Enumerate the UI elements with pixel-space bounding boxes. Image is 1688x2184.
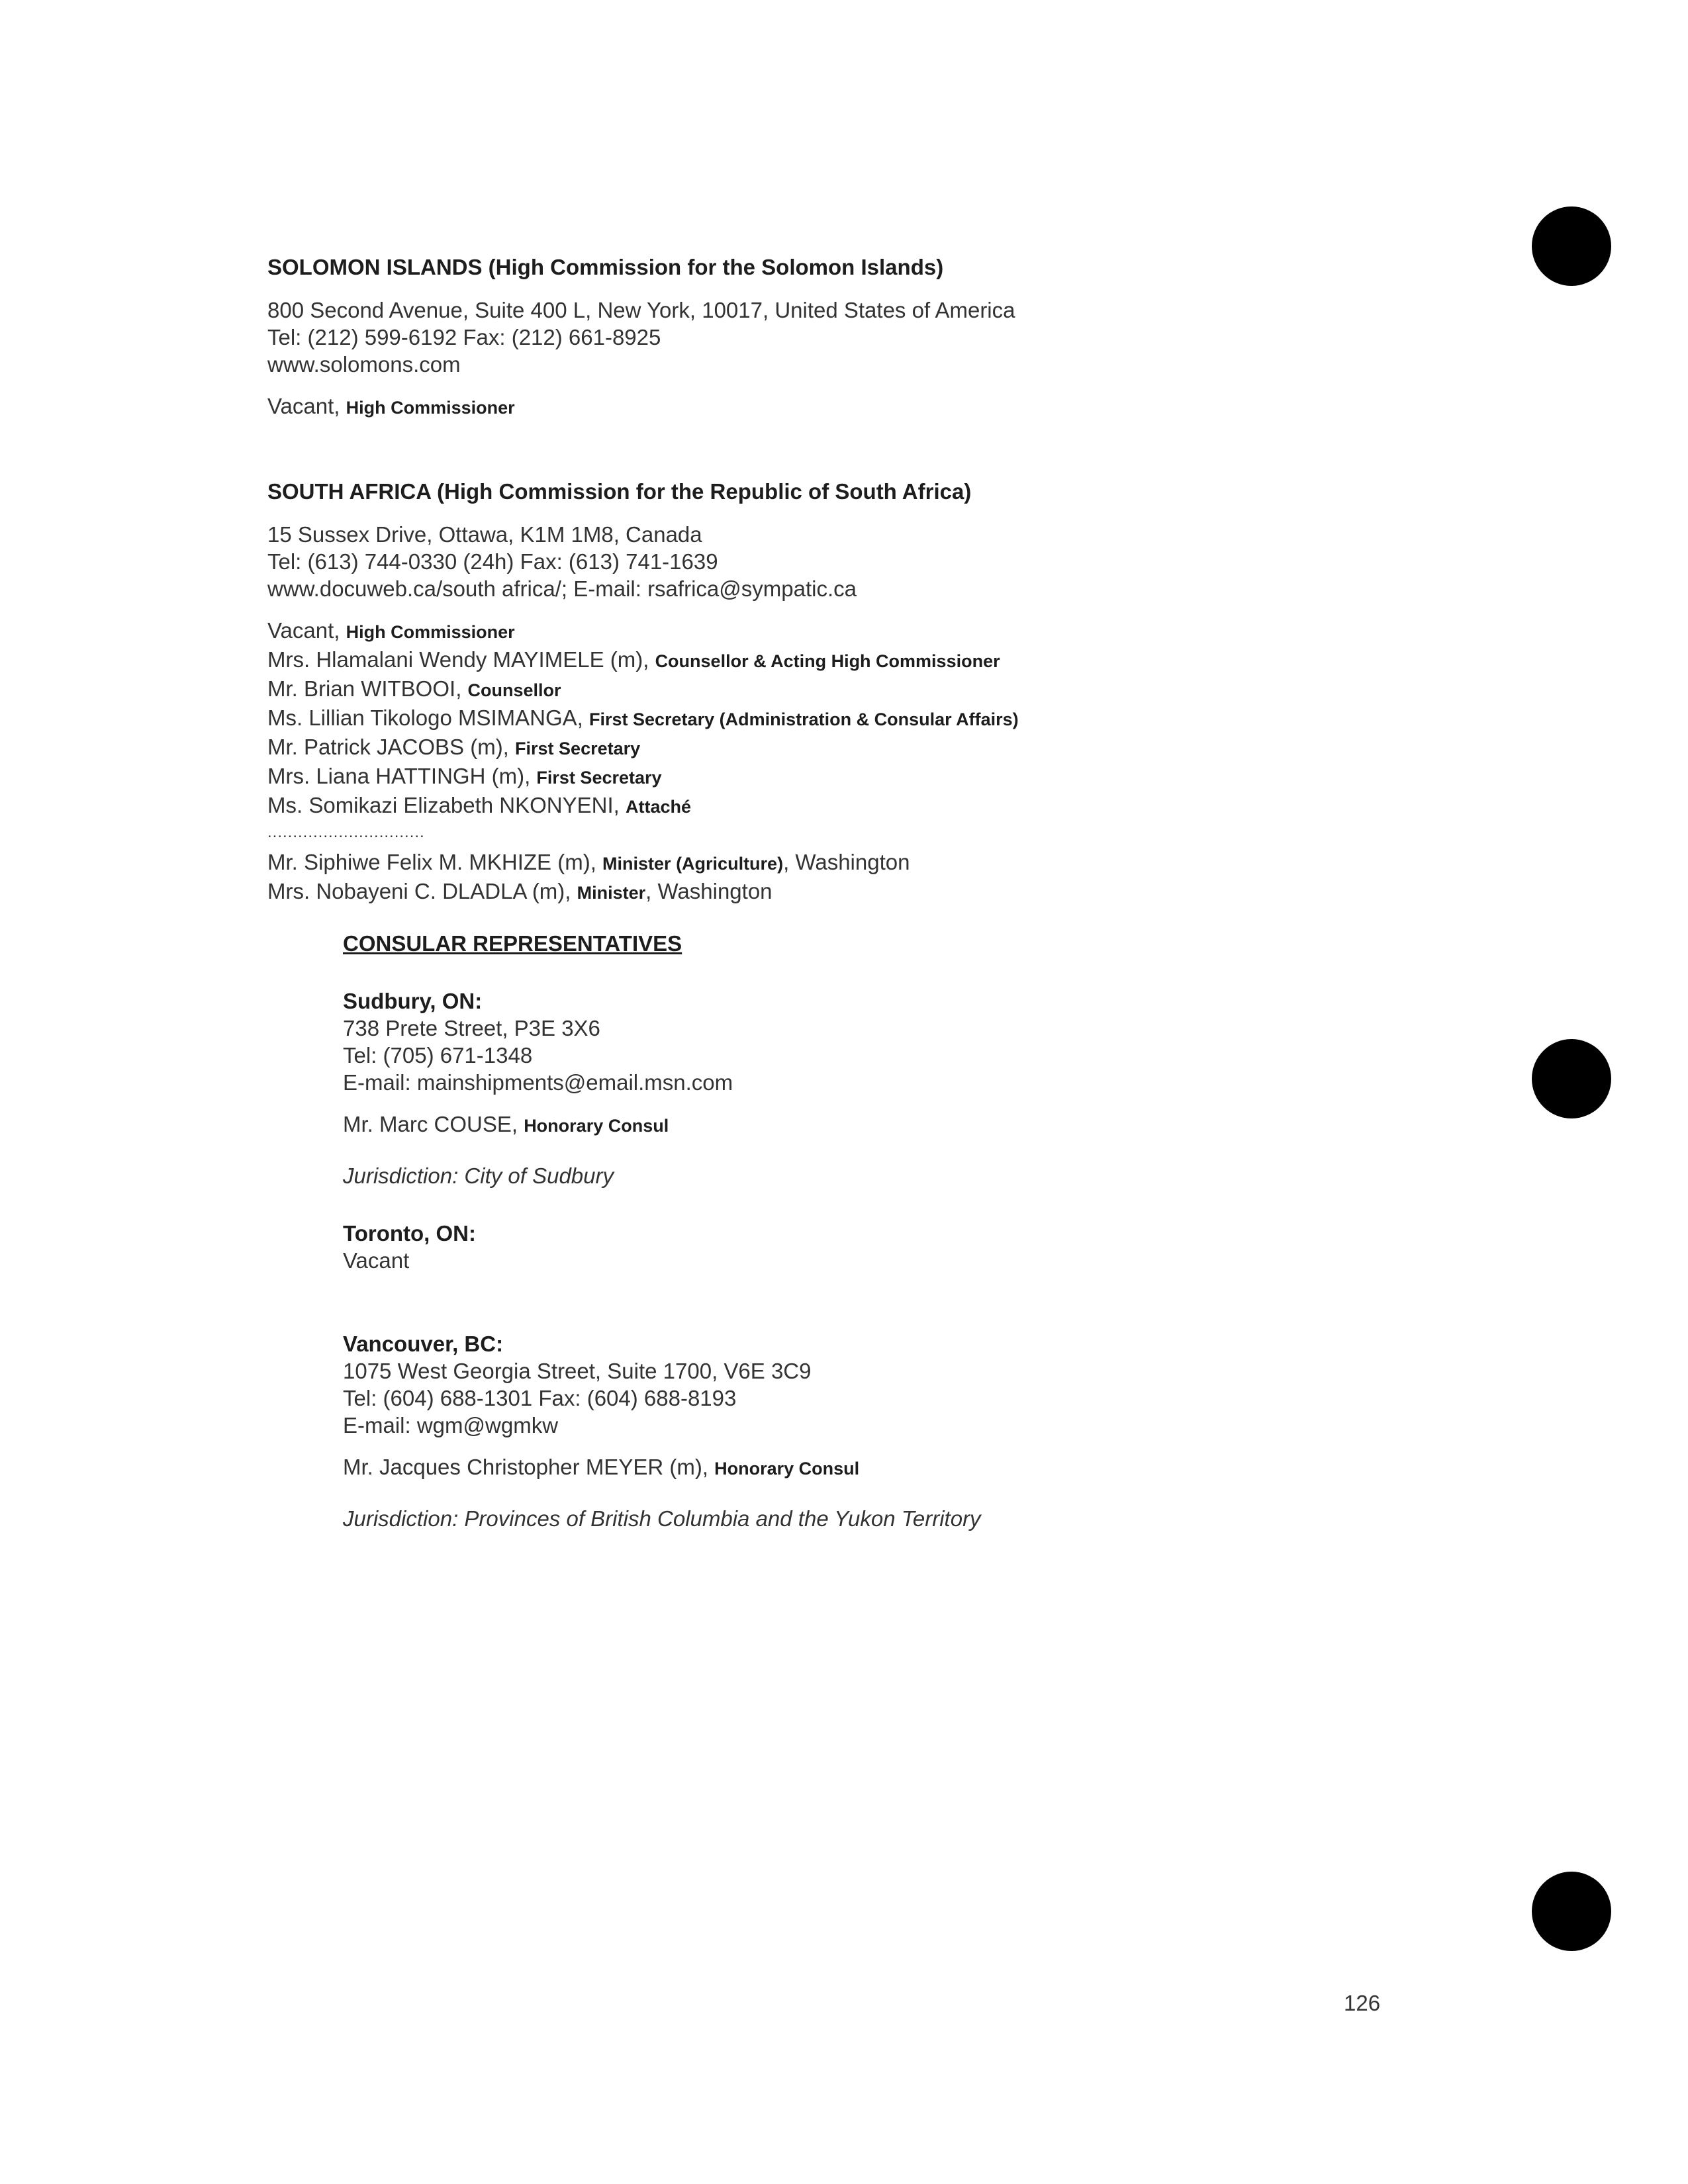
staff-title: First Secretary <box>515 739 641 758</box>
page-number: 126 <box>1344 1991 1381 2015</box>
solomon-address: 800 Second Avenue, Suite 400 L, New York, 10017, United States of America <box>267 298 1015 322</box>
staff-name: Mrs. Liana HATTINGH (m), <box>267 764 537 788</box>
consul-title: Honorary Consul <box>524 1116 669 1136</box>
staff-title: Attaché <box>626 797 692 817</box>
south-africa-phone: Tel: (613) 744-0330 (24h) Fax: (613) 741-1639 <box>267 549 718 574</box>
sudbury-jurisdiction: Jurisdiction: City of Sudbury <box>343 1163 614 1188</box>
sudbury-city: Sudbury, ON: <box>343 989 483 1013</box>
vancouver-address: 1075 West Georgia Street, Suite 1700, V6E 3C9 <box>343 1359 812 1383</box>
staff-title: High Commissioner <box>346 622 515 642</box>
staff-location: , Washington <box>645 879 773 903</box>
staff-name: Mr. Patrick JACOBS (m), <box>267 735 516 759</box>
toronto-city: Toronto, ON: <box>343 1221 476 1246</box>
toronto-status: Vacant <box>343 1248 410 1273</box>
staff-entry <box>267 392 1525 422</box>
toronto-section <box>343 1220 1601 1274</box>
binder-hole-top <box>1532 206 1611 286</box>
staff-title: First Secretary (Administration & Consular Affairs) <box>588 709 1019 729</box>
sudbury-address: 738 Prete Street, P3E 3X6 <box>343 1016 600 1040</box>
staff-name: Vacant, <box>267 618 346 643</box>
staff-name: Mr. Brian WITBOOI, <box>267 676 468 701</box>
sudbury-section <box>343 987 1601 1189</box>
staff-entry <box>267 617 1525 646</box>
vancouver-email: E-mail: wgm@wgmkw <box>343 1413 559 1437</box>
staff-name: Mrs. Nobayeni C. DLADLA (m), <box>267 879 577 903</box>
solomon-website: www.solomons.com <box>267 352 461 377</box>
staff-name: Ms. Lillian Tikologo MSIMANGA, <box>267 705 589 730</box>
solomon-phone: Tel: (212) 599-6192 Fax: (212) 661-8925 <box>267 325 661 349</box>
washington-staff-entry <box>267 878 1525 907</box>
vancouver-city: Vancouver, BC: <box>343 1332 504 1356</box>
washington-staff-entry <box>267 848 1525 878</box>
sudbury-consul <box>343 1111 1601 1140</box>
south-africa-section <box>267 478 1525 907</box>
staff-entry <box>267 646 1525 675</box>
consul-name: Mr. Marc COUSE, <box>343 1112 524 1136</box>
staff-entry <box>267 792 1525 821</box>
vancouver-section <box>343 1330 1601 1531</box>
staff-name: Ms. Somikazi Elizabeth NKONYENI, <box>267 793 626 817</box>
south-africa-address: 15 Sussex Drive, Ottawa, K1M 1M8, Canada <box>267 522 702 547</box>
staff-title: First Secretary <box>536 768 662 788</box>
sudbury-phone: Tel: (705) 671-1348 <box>343 1043 533 1068</box>
solomon-islands-heading: SOLOMON ISLANDS (High Commission for the Solomon Islands) <box>267 255 944 279</box>
vancouver-phone: Tel: (604) 688-1301 Fax: (604) 688-8193 <box>343 1386 737 1410</box>
solomon-islands-section <box>267 253 1525 422</box>
staff-entry <box>267 762 1525 792</box>
sudbury-email: E-mail: mainshipments@email.msn.com <box>343 1070 733 1095</box>
staff-title: Counsellor <box>467 680 561 700</box>
vancouver-consul <box>343 1453 1601 1482</box>
staff-title: Counsellor & Acting High Commissioner <box>655 651 1000 671</box>
staff-title: Minister <box>577 883 646 903</box>
staff-title: High Commissioner <box>346 398 515 418</box>
dotted-separator: ............................... <box>267 823 425 841</box>
south-africa-heading: SOUTH AFRICA (High Commission for the Republic of South Africa) <box>267 479 972 504</box>
consul-title: Honorary Consul <box>714 1459 860 1479</box>
staff-name: Mrs. Hlamalani Wendy MAYIMELE (m), <box>267 647 655 672</box>
south-africa-web-email: www.docuweb.ca/south africa/; E-mail: rsafrica@sympatic.ca <box>267 576 857 601</box>
staff-name: Mr. Siphiwe Felix M. MKHIZE (m), <box>267 850 603 874</box>
consular-representatives-heading: CONSULAR REPRESENTATIVES <box>343 931 682 956</box>
vancouver-jurisdiction: Jurisdiction: Provinces of British Columbia and the Yukon Territory <box>343 1506 981 1531</box>
staff-entry <box>267 675 1525 704</box>
staff-name: Vacant, <box>267 394 346 418</box>
staff-location: , Washington <box>783 850 910 874</box>
consular-heading-block <box>343 930 1601 957</box>
consul-name: Mr. Jacques Christopher MEYER (m), <box>343 1455 715 1479</box>
staff-title: Minister (Agriculture) <box>602 854 784 874</box>
staff-entry <box>267 733 1525 762</box>
binder-hole-bottom <box>1532 1872 1611 1951</box>
staff-entry <box>267 704 1525 733</box>
